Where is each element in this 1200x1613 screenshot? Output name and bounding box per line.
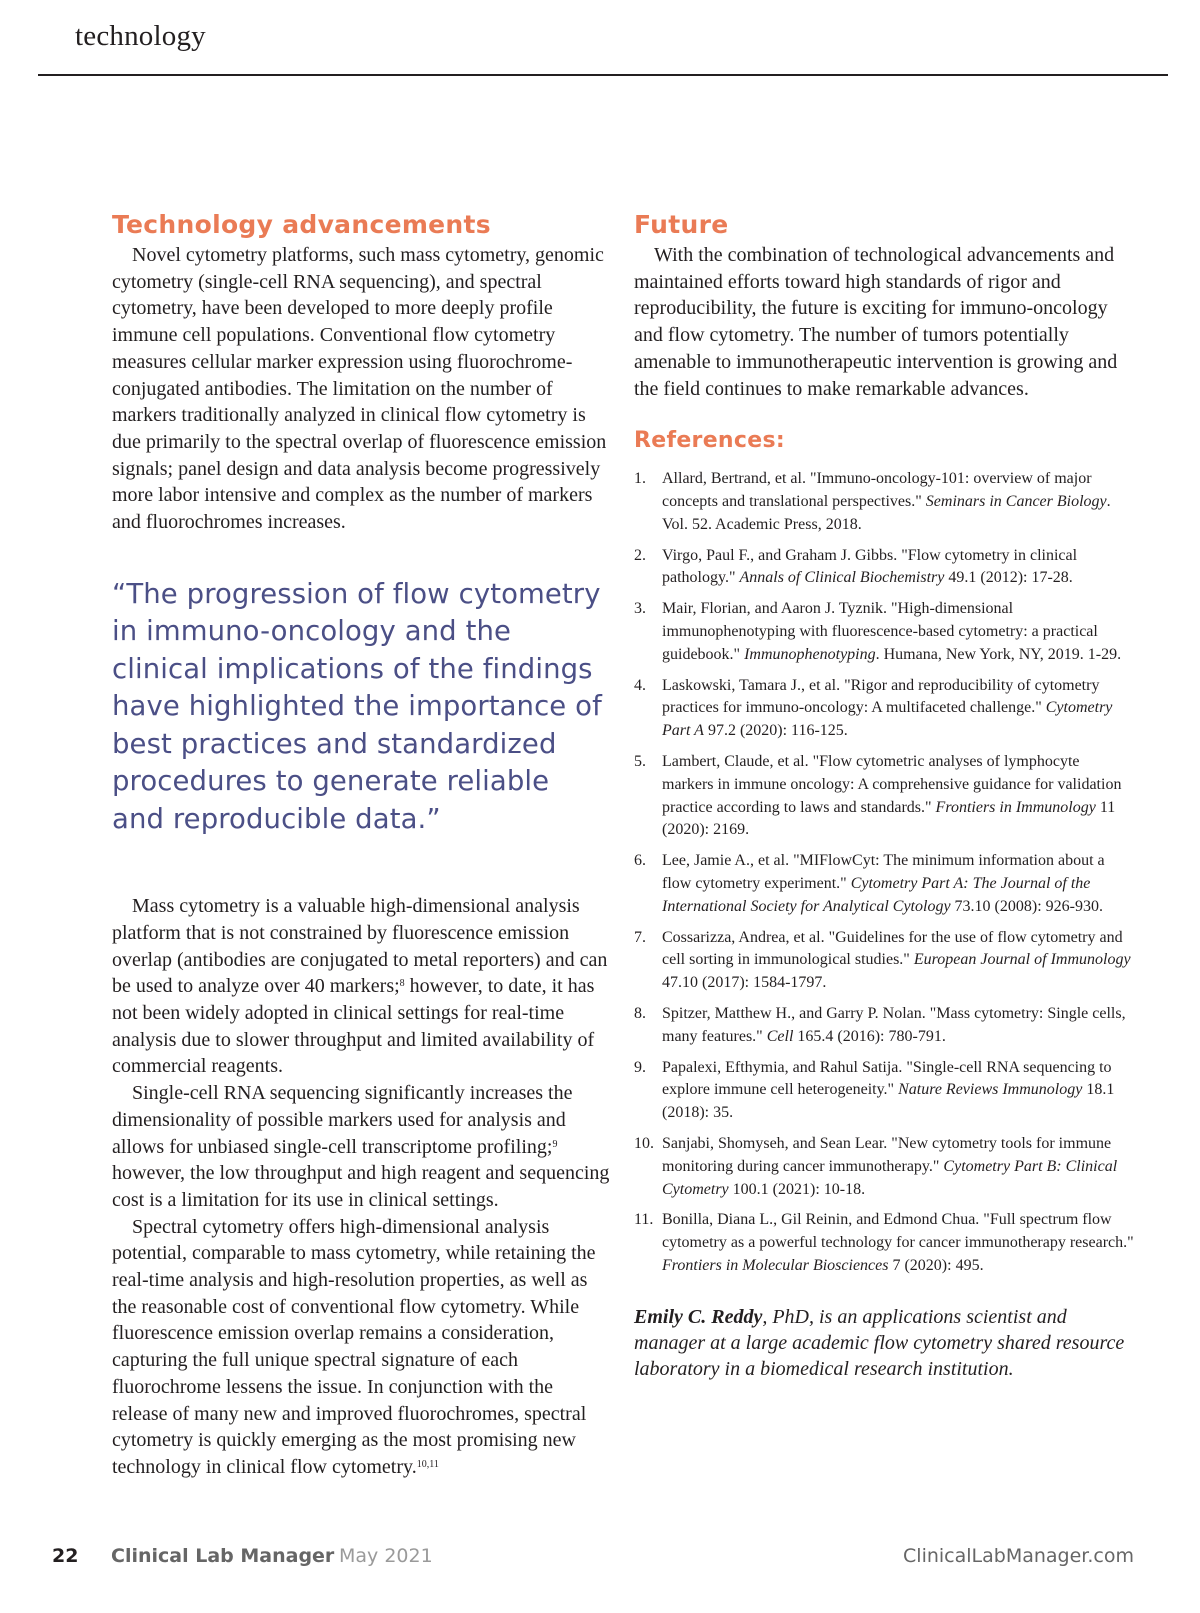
page-footer — [52, 1545, 1134, 1575]
paragraph-mass-cytometry: Mass cytometry is a valuable high-dimensional analysis platform that is not constrained by fluorescence emission overlap (antibodies are conjugated to metal reporters) and can be used to analyze over 40 markers;$^8$ however, to date, it has not been widely adopted in clinical settings for real-time analysis due to slower throughput and limited availability of commercial reagents. — [112, 895, 608, 1078]
footnote-ref: 9 — [552, 1138, 558, 1150]
future-heading: Future — [634, 210, 729, 239]
left-column — [112, 210, 610, 1481]
author-bio: Emily C. Reddy, PhD, is an applications scientist and manager at a large academic flow cytometry shared resource laboratory in a biomedical research institution. — [634, 1305, 1125, 1380]
reference-item: 2. Virgo, Paul F., and Graham J. Gibbs. "Flow cytometry in clinical pathology." Annals of Clinical Biochemistry 49.1 (2012): 17-28. — [634, 546, 1078, 587]
reference-item: 8. Spitzer, Matthew H., and Garry P. Nolan. "Mass cytometry: Single cells, many features." Cell 165.4 (2016): 780-791. — [634, 1004, 1126, 1045]
right-column — [634, 210, 1134, 1402]
header-rule — [38, 74, 1168, 76]
references-list — [634, 468, 1134, 1278]
footnote-ref: 8 — [399, 978, 405, 990]
magazine-title: Clinical Lab Manager — [111, 1545, 335, 1567]
reference-item: 5. Lambert, Claude, et al. "Flow cytometric analyses of lymphocyte markers in immune oncology: A comprehensive guidance for validation practice according to laws and standards." Frontiers in Immunology 11 (2020): 2169. — [634, 752, 1122, 839]
paragraph-novel-platforms: Novel cytometry platforms, such mass cytometry, genomic cytometry (single-cell RNA sequencing), and spectral cytometry, have been developed to more deeply profile immune cell populations. Conventional flow cytometry measures cellular marker expression using fluorochrome-conjugated antibodies. The limitation on the number of markers traditionally analyzed in clinical flow cytometry is due primarily to the spectral overlap of fluorescence emission signals; panel design and data analysis become progressively more labor intensive and complex as the number of markers and fluorochromes increases. — [112, 244, 607, 534]
paragraph-future: With the combination of technological advancements and maintained efforts toward high standards of rigor and reproducibility, the future is exciting for immuno-oncology and flow cytometry. The number of tumors potentially amenable to immunotherapeutic intervention is growing and the field continues to make remarkable advances. — [634, 244, 1118, 400]
paragraph-spectral: Spectral cytometry offers high-dimensional analysis potential, comparable to mass cytometry, while retaining the real-time analysis and high-resolution properties, as well as the reasonable cost of conventional flow cytometry. While fluorescence emission overlap remains a consideration, capturing the full unique spectral signature of each fluorochrome lessens the issue. In conjunction with the release of many new and improved fluorochromes, spectral cytometry is quickly emerging as the most promising new technology in clinical flow cytometry.$^{10,11}$ — [112, 1215, 596, 1478]
website-link[interactable]: ClinicalLabManager.com — [903, 1545, 1134, 1567]
reference-item: 6. Lee, Jamie A., et al. "MIFlowCyt: The minimum information about a flow cytometry experiment." Cytometry Part A: The Journal of the International Society for Analytical Cytology 73.10 (2008): 926-930. — [634, 852, 1105, 915]
footnote-ref: 10,11 — [416, 1459, 439, 1470]
reference-item: 11. Bonilla, Diana L., Gil Reinin, and Edmond Chua. "Full spectrum flow cytometry as a powerful technology for cancer immunotherapy research." Frontiers in Molecular Biosciences 7 (2020): 495. — [634, 1211, 1134, 1274]
reference-item: 10. Sanjabi, Shomyseh, and Sean Lear. "New cytometry tools for immune monitoring during cancer immunotherapy." Cytometry Part B: Clinical Cytometry 100.1 (2021): 10-18. — [634, 1134, 1118, 1198]
reference-item: 7. Cossarizza, Andrea, et al. "Guidelines for the use of flow cytometry and cell sorting in immunological studies." European Journal of Immunology 47.10 (2017): 1584-1797. — [634, 928, 1131, 992]
reference-item: 1. Allard, Bertrand, et al. "Immuno-oncology-101: overview of major concepts and translational perspectives." Seminars in Cancer Biology. Vol. 52. Academic Press, 2018. — [634, 470, 1111, 533]
references-heading: References: — [634, 428, 785, 454]
pull-quote: “The progression of flow cytometry in immuno-oncology and the clinical implications of the findings have highlighted the importance of best practices and standardized procedures to generate reliable and reproducible data.” — [112, 577, 602, 835]
issue-date: May 2021 — [339, 1545, 433, 1567]
paragraph-single-cell: Single-cell RNA sequencing significantly increases the dimensionality of possible markers used for analysis and allows for unbiased single-cell transcriptome profiling;$^9$ however, the low throughput and high reagent and sequencing cost is a limitation for its use in clinical settings. — [112, 1082, 610, 1211]
section-label: technology — [75, 20, 206, 52]
reference-item: 9. Papalexi, Efthymia, and Rahul Satija. "Single-cell RNA sequencing to explore immune cell heterogeneity." Nature Reviews Immunology 18.1 (2018): 35. — [634, 1058, 1115, 1122]
reference-item: 4. Laskowski, Tamara J., et al. "Rigor and reproducibility of cytometry practices for immuno-oncology: A multifaceted challenge." Cytometry Part A 97.2 (2020): 116-125. — [634, 676, 1113, 740]
page-number: 22 — [52, 1545, 79, 1567]
reference-item: 3. Mair, Florian, and Aaron J. Tyznik. "High-dimensional immunophenotyping with fluorescence-based cytometry: a practical guidebook." Immunophenotyping. Humana, New York, NY, 2019. 1-29. — [634, 600, 1122, 663]
author-name: Emily C. Reddy — [634, 1305, 763, 1328]
technology-heading: Technology advancements — [112, 210, 491, 239]
